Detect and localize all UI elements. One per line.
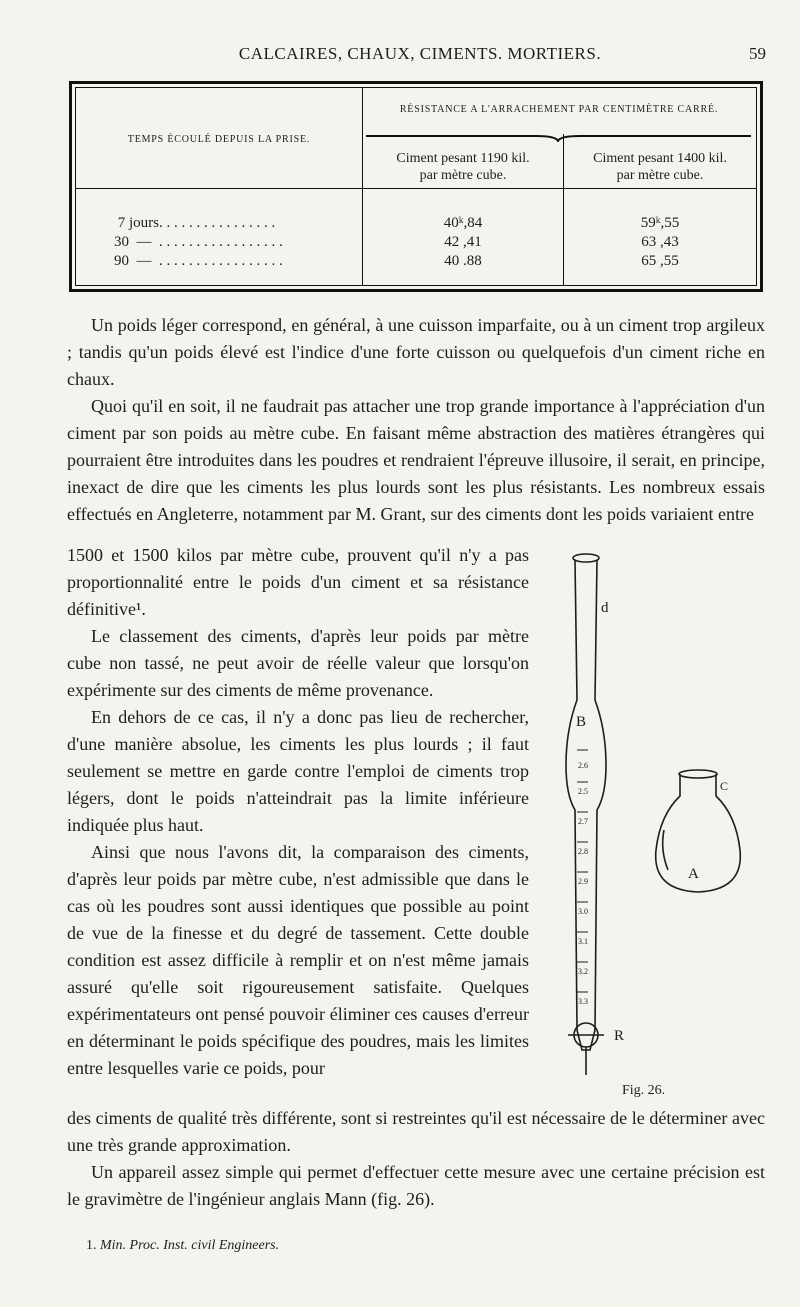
- table-row-time: 30 — . . . . . . . . . . . . . . . . .: [114, 234, 283, 250]
- paragraph-continued: 1500 et 1500 kilos par mètre cube, prouvent qu'il n'y a pas proportionnalité entre le poids d'un ciment et sa résistance définitive¹.: [67, 545, 529, 619]
- scale-mark: 3.2: [578, 967, 588, 976]
- footnote: [86, 1238, 279, 1254]
- table-row-time: 7 jours. . . . . . . . . . . . . . . .: [114, 215, 276, 231]
- figure-label-r: R: [614, 1028, 625, 1044]
- table-row-1400: 59ᵏ,55: [640, 215, 680, 231]
- col-header-time: TEMPS ÉCOULÉ DEPUIS LA PRISE.: [127, 134, 311, 145]
- paragraph: Un poids léger correspond, en général, à une cuisson imparfaite, ou à un ciment trop argileux ; tandis qu'un poids élevé est l'indice d'une forte cuisson ou quelquefois d'un ciment riche en chaux.: [67, 315, 765, 389]
- body-full-width-top: [67, 312, 765, 528]
- col-header-1400-line2: par mètre cube.: [616, 168, 704, 183]
- figure-label-a: A: [688, 866, 699, 882]
- table-inner-frame: [75, 87, 757, 286]
- scale-mark: 2.9: [578, 877, 588, 886]
- figure-label-d: d: [601, 600, 609, 616]
- col-header-1190: [363, 150, 563, 184]
- group-header-resistance: RÉSISTANCE A L'ARRACHEMENT PAR CENTIMÈTRE CARRÉ.: [399, 104, 719, 115]
- page-number: 59: [749, 44, 766, 63]
- scale-mark: 2.8: [578, 847, 588, 856]
- paragraph: Quoi qu'il en soit, il ne faudrait pas attacher une trop grande importance à l'appréciation d'un ciment par son poids au mètre cube. En faisant même abstraction des matières étrangères qui pourraient être introduites dans les poudres et rendraient l'épreuve illusoire, il serait, en principe, inexact de dire que les ciments les plus lourds sont les plus résistants. Les nombreux essais effectués en Angleterre, notamment par M. Grant, sur des ciments dont les poids variaient entre: [67, 396, 765, 524]
- figure-label-c: C: [720, 779, 729, 793]
- footnote-text: Min. Proc. Inst. civil Engineers.: [100, 1238, 280, 1253]
- paragraph: Ainsi que nous l'avons dit, la comparaison des ciments, d'après leur poids par mètre cube, n'est admissible que dans le cas où les poudres sont aussi identiques que possible au point de vue de la finesse et du degré de tassement. Cette double condition est assez difficile à remplir et on n'est même jamais assuré qu'elle soit rigoureusement satisfaite. Quelques expérimentateurs ont pensé pouvoir éliminer ces causes d'erreur en déterminant le poids spécifique des poudres, mais les limites entre lesquelles varie ce poids, pour: [67, 842, 529, 1078]
- scale-mark: 2.5: [578, 787, 588, 796]
- paragraph: En dehors de ce cas, il n'y a donc pas lieu de rechercher, d'une manière absolue, les ciments les plus lourds ; il faut seulement se mettre en garde contre l'emploi de ciments trop légers, dont le poids n'atteindrait pas la limite inférieure indiquée plus haut.: [67, 707, 529, 835]
- col-header-1400-line1: Ciment pesant 1400 kil.: [593, 151, 727, 166]
- gravimeter-figure: [548, 550, 768, 1080]
- footnote-number: 1.: [86, 1238, 97, 1253]
- table-row-1190: 40ᵏ,84: [443, 215, 483, 231]
- table-row-time: 90 — . . . . . . . . . . . . . . . . .: [114, 253, 283, 269]
- resistance-table: [69, 81, 763, 292]
- scale-mark: 2.7: [578, 817, 588, 826]
- table-header-rule: [76, 188, 756, 189]
- paragraph: Le classement des ciments, d'après leur poids par mètre cube non tassé, ne peut avoir de réelle valeur que lorsqu'on expérimente sur des ciments de même provenance.: [67, 626, 529, 700]
- col-header-1400: [564, 150, 756, 184]
- table-row-1190: 40 .88: [444, 253, 482, 269]
- body-full-width-bottom: [67, 1105, 765, 1213]
- paragraph-continued: des ciments de qualité très différente, sont si restreintes qu'il est nécessaire de le déterminer avec une très grande approximation.: [67, 1108, 765, 1155]
- table-row-1190: 42 ,41: [444, 234, 482, 250]
- header-brace: [366, 132, 751, 142]
- running-head: [70, 44, 770, 70]
- figure-caption: Fig. 26.: [622, 1083, 666, 1098]
- body-narrow-column: [67, 542, 529, 1082]
- figure-label-b: B: [576, 714, 587, 730]
- scale-mark: 2.6: [578, 761, 588, 770]
- running-title: CALCAIRES, CHAUX, CIMENTS. MORTIERS.: [238, 44, 602, 63]
- paragraph: Un appareil assez simple qui permet d'effectuer cette mesure avec une certaine précision est le gravimètre de l'ingénieur anglais Mann (fig. 26).: [67, 1162, 765, 1209]
- table-row-1400: 65 ,55: [641, 253, 679, 269]
- scale-mark: 3.1: [578, 937, 588, 946]
- col-header-1190-line1: Ciment pesant 1190 kil.: [396, 151, 530, 166]
- scale-mark: 3.0: [578, 907, 588, 916]
- table-row-1400: 63 ,43: [641, 234, 679, 250]
- col-header-1190-line2: par mètre cube.: [419, 168, 507, 183]
- scale-mark: 3.3: [578, 997, 588, 1006]
